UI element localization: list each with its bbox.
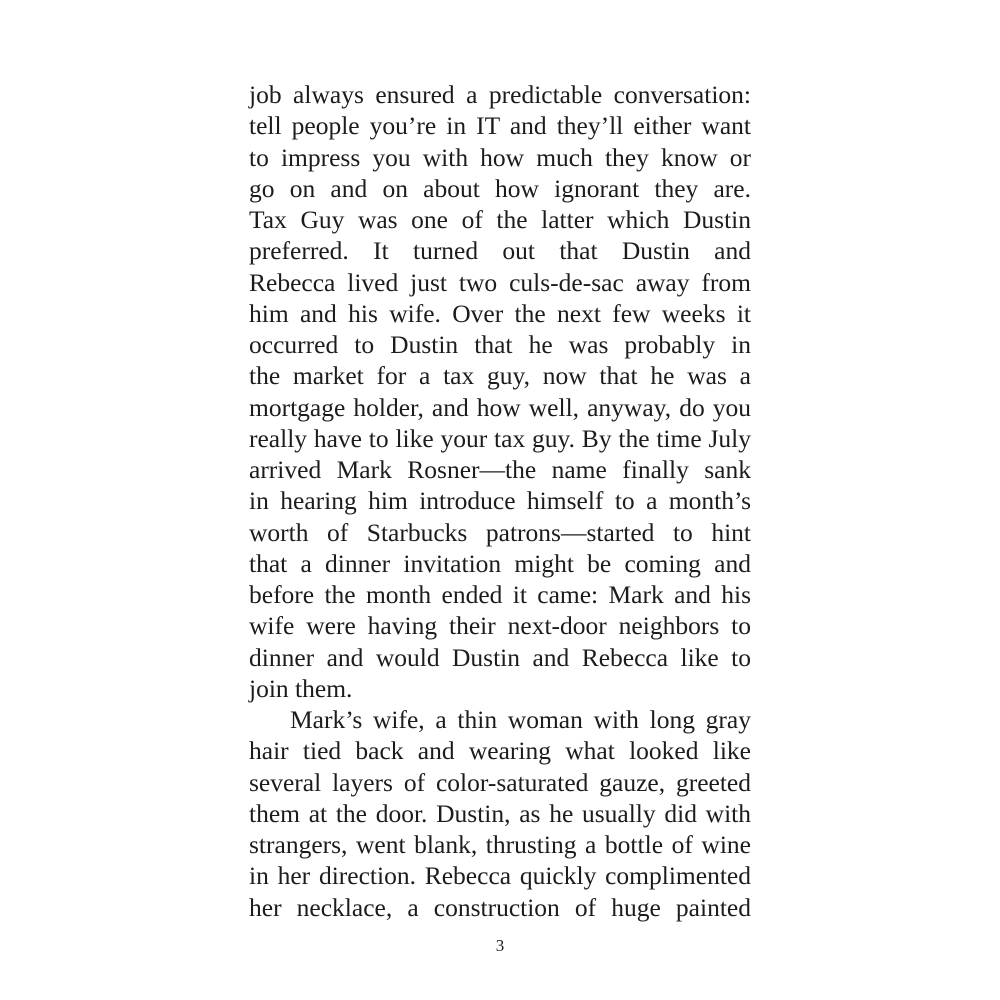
page-number: 3	[495, 936, 505, 955]
text-line: occurred to Dustin that he was probably in	[249, 330, 751, 359]
text-line: to impress you with how much they know or	[249, 142, 751, 172]
text-line: Tax Guy was one of the latter which Dustin	[249, 205, 751, 234]
text-line: wife were having their next-door neighbors to	[249, 611, 751, 641]
text-line: job always ensured a predictable conversation:	[249, 80, 751, 109]
text-line: preferred. It turned out that Dustin and	[249, 236, 751, 266]
text-line: Mark’s wife, a thin woman with long gray	[290, 705, 751, 734]
text-line: tell people you’re in IT and they’ll either want	[249, 111, 751, 141]
text-line: him and his wife. Over the next few weeks it	[249, 298, 751, 328]
text-line: strangers, went blank, thrusting a bottle of wine	[249, 830, 751, 859]
text-line: her necklace, a construction of huge painted	[249, 892, 751, 922]
text-line: in hearing him introduce himself to a month’s	[249, 486, 751, 516]
text-line: really have to like your tax guy. By the time July	[249, 423, 751, 453]
text-line: in her direction. Rebecca quickly complimented	[249, 861, 751, 891]
text-line: arrived Mark Rosner—the name finally sank	[249, 455, 751, 484]
text-line: join them.	[249, 673, 353, 703]
text-line: before the month ended it came: Mark and his	[249, 580, 751, 609]
text-line: the market for a tax guy, now that he was a	[249, 361, 751, 391]
text-line: mortgage holder, and how well, anyway, do you	[249, 392, 751, 422]
text-line: dinner and would Dustin and Rebecca like to	[249, 642, 751, 672]
body-text	[249, 79, 751, 923]
text-line: them at the door. Dustin, as he usually did with	[249, 798, 751, 828]
text-line: go on and on about how ignorant they are.	[249, 173, 751, 203]
text-line: Rebecca lived just two culs-de-sac away from	[249, 267, 751, 297]
text-line: worth of Starbucks patrons—started to hint	[249, 517, 751, 547]
text-line: hair tied back and wearing what looked like	[249, 736, 751, 766]
text-line: several layers of color-saturated gauze, greeted	[249, 767, 751, 797]
text-line: that a dinner invitation might be coming and	[249, 548, 751, 578]
